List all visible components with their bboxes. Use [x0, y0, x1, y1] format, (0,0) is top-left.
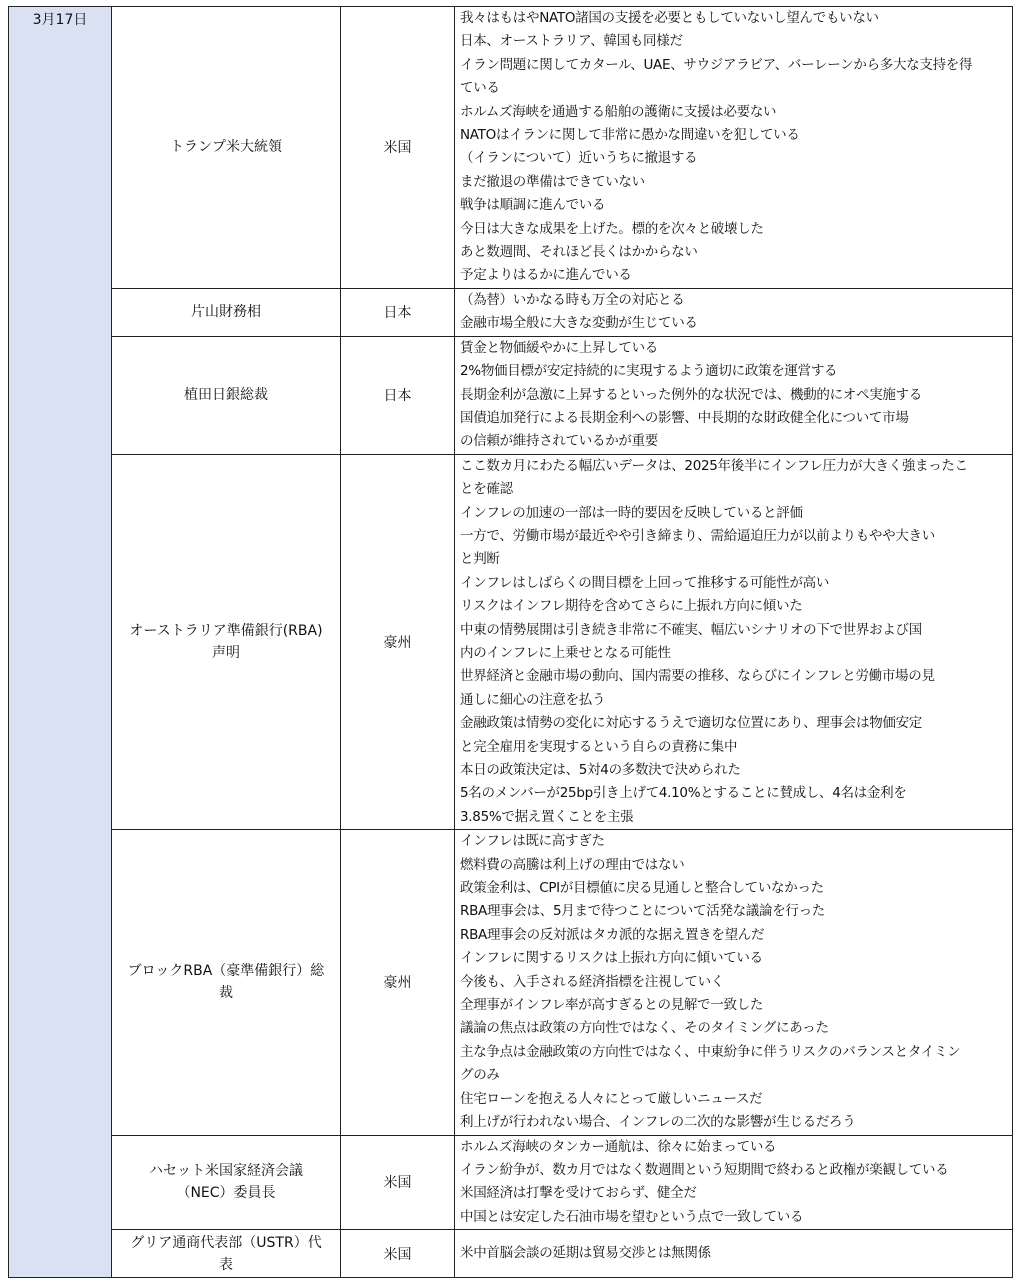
statement-line: 2%物価目標が安定持続的に実現するよう適切に政策を運営する — [460, 363, 838, 380]
speaker-name: 裁 — [219, 985, 233, 1002]
country-cell: 米国 — [341, 1230, 455, 1278]
speaker-cell — [112, 336, 341, 454]
statement-line: 今後も、入手される経済指標を注視していく — [460, 973, 724, 990]
statement-cell — [455, 288, 1013, 336]
speaker-name: グリア通商代表部（USTR）代 — [130, 1234, 322, 1251]
table-row — [9, 1135, 1013, 1230]
statement-cell — [455, 1230, 1013, 1278]
speaker-name: ハセット米国家経済会議 — [149, 1163, 303, 1180]
table-row — [9, 336, 1013, 454]
statement-line: インフレの加速の一部は一時的要因を反映していると評価 — [460, 504, 803, 521]
speaker-cell — [112, 288, 341, 336]
statement-line: ている — [460, 80, 500, 97]
statement-line: と判断 — [460, 551, 500, 568]
statements-table — [8, 6, 1013, 1278]
statement-cell — [455, 830, 1013, 1135]
statement-line: まだ撤退の準備はできていない — [460, 173, 645, 190]
statement-line: 利上げが行われない場合、インフレの二次的な影響が生じるだろう — [460, 1114, 856, 1131]
statement-line: インフレは既に高すぎた — [460, 833, 605, 850]
statement-line: 3.85%で据え置くことを主張 — [460, 808, 634, 825]
table-row — [9, 7, 1013, 289]
statement-line: （為替）いかなる時も万全の対応とる — [460, 291, 685, 308]
statement-line: 賃金と物価緩やかに上昇している — [460, 339, 658, 356]
statement-line: ここ数カ月にわたる幅広いデータは、2025年後半にインフレ圧力が大きく強まったこ — [460, 457, 968, 474]
statement-line: 長期金利が急激に上昇するといった例外的な状況では、機動的にオペ実施する — [460, 386, 922, 403]
statement-cell — [455, 336, 1013, 454]
statement-line: リスクはインフレ期待を含めてさらに上振れ方向に傾いた — [460, 598, 803, 615]
statement-line: ホルムズ海峡のタンカー通航は、徐々に始まっている — [460, 1138, 777, 1155]
statement-line: 金融市場全般に大きな変動が生じている — [460, 315, 698, 332]
statement-line: NATOはイランに関して非常に愚かな間違いを犯している — [460, 127, 800, 144]
statement-line: インフレはしばらくの間目標を上回って推移する可能性が高い — [460, 574, 830, 591]
statement-line: 全理事がインフレ率が高すぎるとの見解で一致した — [460, 997, 764, 1014]
statement-line: 予定よりはるかに進んでいる — [460, 267, 632, 284]
speaker-name: トランプ米大統領 — [170, 139, 282, 156]
statement-line: グのみ — [460, 1067, 500, 1084]
statement-line: 燃料費の高騰は利上げの理由ではない — [460, 856, 685, 873]
country-cell: 米国 — [341, 1135, 455, 1230]
country-cell: 豪州 — [341, 830, 455, 1135]
statement-line: 内のインフレに上乗せとなる可能性 — [460, 644, 671, 661]
speaker-cell — [112, 1230, 341, 1278]
speaker-name: ブロックRBA（豪準備銀行）総 — [127, 963, 325, 980]
statement-line: ホルムズ海峡を通過する船舶の護衛に支援は必要ない — [460, 103, 777, 120]
date-cell: 3月17日 — [9, 7, 112, 1278]
statement-line: イラン紛争が、数カ月ではなく数週間という短期間で終わると政権が楽観している — [460, 1161, 949, 1178]
country-cell: 米国 — [341, 7, 455, 289]
statement-line: 世界経済と金融市場の動向、国内需要の推移、ならびにインフレと労働市場の見 — [460, 668, 935, 685]
statement-line: 米国経済は打撃を受けておらず、健全だ — [460, 1185, 697, 1202]
country-cell: 日本 — [341, 288, 455, 336]
statement-cell — [455, 1135, 1013, 1230]
speaker-cell — [112, 7, 341, 289]
statement-line: 住宅ローンを抱える人々にとって厳しいニュースだ — [460, 1090, 763, 1107]
speaker-cell — [112, 454, 341, 830]
statement-line: 中国とは安定した石油市場を望むという点で一致している — [460, 1208, 804, 1225]
statement-line: （イランについて）近いうちに撤退する — [460, 150, 698, 167]
country-cell: 日本 — [341, 336, 455, 454]
statement-line: 本日の政策決定は、5対4の多数決で決められた — [460, 762, 741, 778]
statement-line: とを確認 — [460, 481, 513, 498]
statement-line: 戦争は順調に進んでいる — [460, 197, 606, 214]
speaker-name: 植田日銀総裁 — [184, 387, 268, 404]
statement-line: インフレに関するリスクは上振れ方向に傾いている — [460, 950, 763, 967]
statement-line: の信頼が維持されているかが重要 — [460, 433, 658, 450]
statement-line: 金融政策は情勢の変化に対応するうえで適切な位置にあり、理事会は物価安定 — [460, 715, 922, 732]
table-row — [9, 454, 1013, 830]
statement-line: 中東の情勢展開は引き続き非常に不確実、幅広いシナリオの下で世界および国 — [460, 621, 922, 638]
statement-line: 通しに細心の注意を払う — [460, 691, 606, 708]
statement-line: 国債追加発行による長期金利への影響、中長期的な財政健全化について市場 — [460, 409, 909, 426]
statement-line: あと数週間、それほど長くはかからない — [460, 244, 698, 261]
statement-line: 主な争点は金融政策の方向性ではなく、中東紛争に伴うリスクのバランスとタイミン — [460, 1043, 961, 1060]
statement-line: イラン問題に関してカタール、UAE、サウジアラビア、バーレーンから多大な支持を得 — [460, 56, 973, 73]
speaker-cell — [112, 830, 341, 1135]
statement-line: 日本、オーストラリア、韓国も同様だ — [460, 33, 683, 50]
speaker-name: オーストラリア準備銀行(RBA) — [129, 622, 323, 639]
speaker-name: 片山財務相 — [191, 304, 261, 321]
statement-line: RBA理事会は、5月まで待つことについて活発な議論を行った — [460, 903, 825, 920]
table-row — [9, 1230, 1013, 1278]
statement-line: 我々はもはやNATO諸国の支援を必要ともしていないし望んでもいない — [460, 10, 879, 26]
statement-line: 議論の焦点は政策の方向性ではなく、そのタイミングにあった — [460, 1020, 829, 1037]
statement-line: と完全雇用を実現するという自らの責務に集中 — [460, 738, 738, 755]
statement-cell — [455, 7, 1013, 289]
country-cell: 豪州 — [341, 454, 455, 830]
speaker-name: 表 — [219, 1256, 233, 1273]
statement-line: RBA理事会の反対派はタカ派的な据え置きを望んだ — [460, 926, 765, 943]
statement-line: 政策金利は、CPIが目標値に戻る見通しと整合していなかった — [460, 880, 824, 897]
statement-line: 今日は大きな成果を上げた。標的を次々と破壊した — [460, 220, 764, 237]
table-row — [9, 830, 1013, 1135]
statement-line: 米中首脳会談の延期は貿易交渉とは無関係 — [460, 1244, 711, 1261]
speaker-cell — [112, 1135, 341, 1230]
statement-line: 一方で、労働市場が最近やや引き締まり、需給逼迫圧力が以前よりもやや大きい — [460, 527, 935, 544]
speaker-name: 声明 — [212, 644, 240, 661]
table-row — [9, 288, 1013, 336]
statement-line: 5名のメンバーが25bp引き上げて4.10%とすることに賛成し、4名は金利を — [460, 785, 907, 802]
speaker-name: （NEC）委員長 — [176, 1185, 276, 1202]
statement-cell — [455, 454, 1013, 830]
